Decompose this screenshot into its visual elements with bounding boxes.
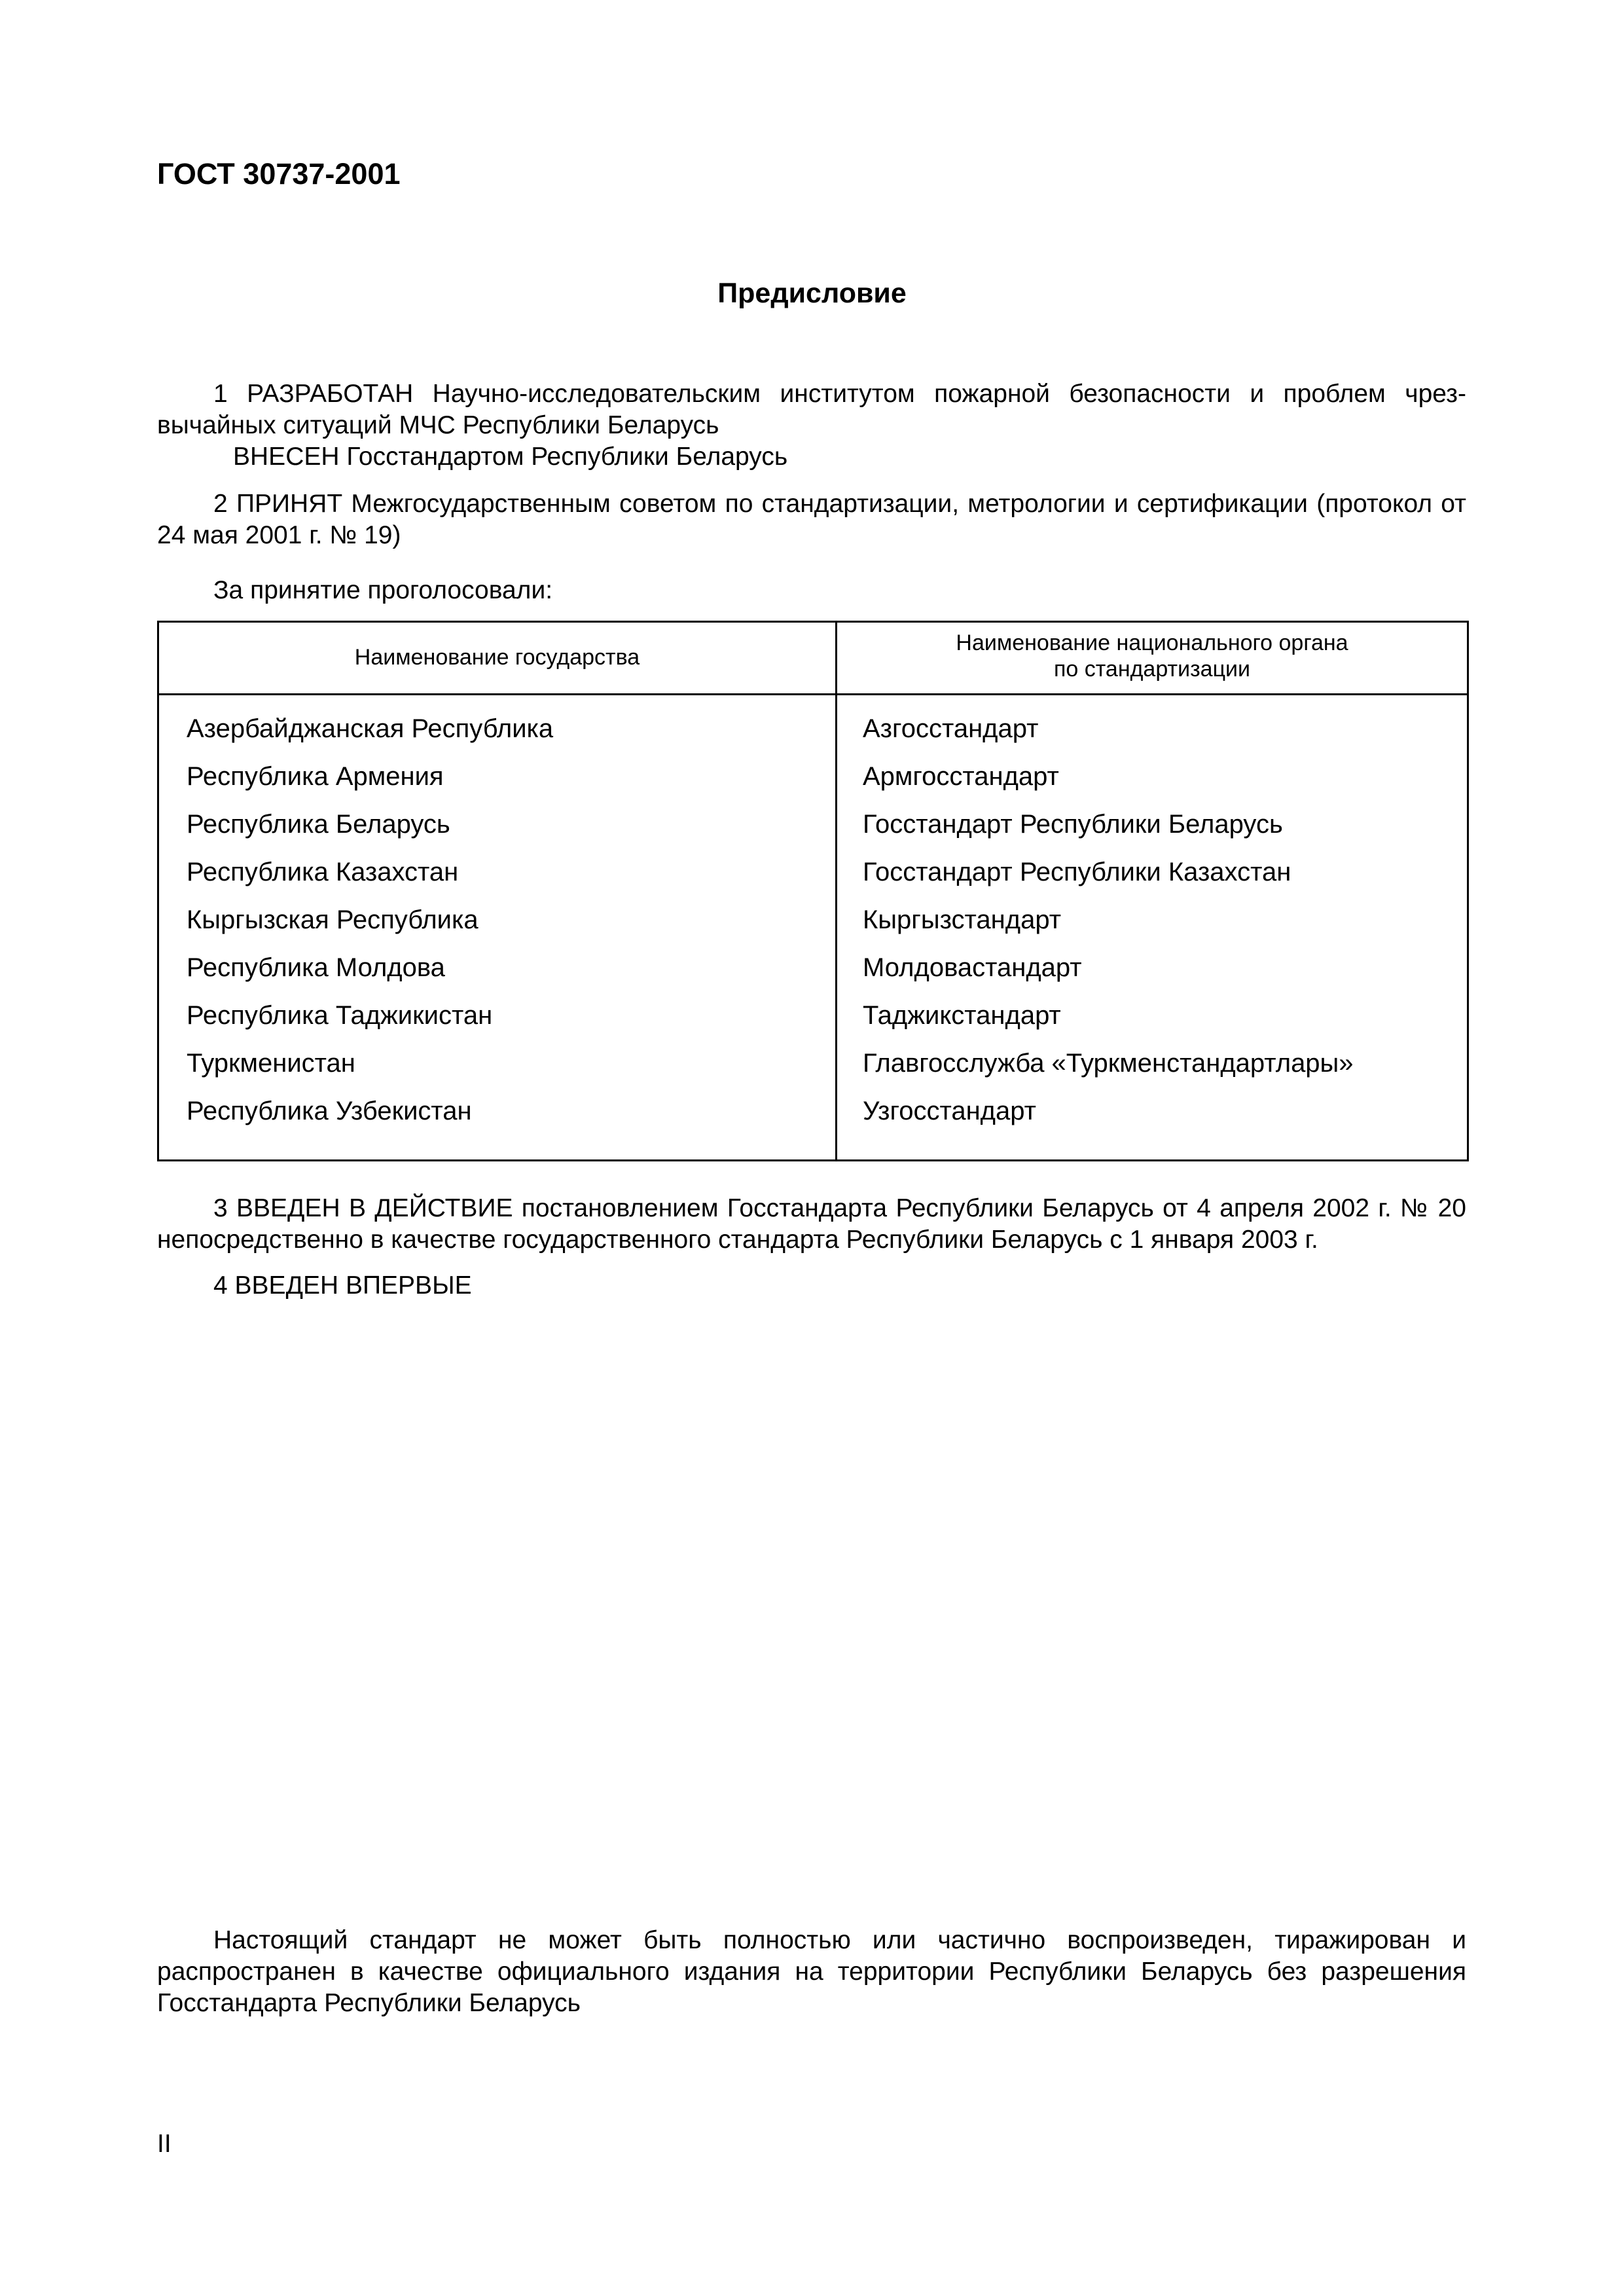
table-cell-state: Республика Узбекистан bbox=[187, 1097, 472, 1125]
table-cell-standards-body: Узгосстандарт bbox=[863, 1097, 1036, 1125]
reproduction-notice: Настоящий стандарт не может быть полностью или частично воспроизведен, тиражирован и распространен в качестве официального издания на территории Республики Беларусь без разрешения Госстандарта Республики Беларусь bbox=[157, 1926, 1466, 2017]
table-cell-standards-body: Молдовастандарт bbox=[863, 953, 1082, 982]
item-2-adopted-by: 2 ПРИНЯТ Межгосударственным советом по стандартизации, метрологии и сертификации (протокол от 24 мая 2001 г. № 19) bbox=[157, 490, 1466, 549]
table-header-standards-body bbox=[837, 630, 1467, 682]
table-cell-state: Республика Молдова bbox=[187, 953, 445, 982]
table-header-state: Наименование государства bbox=[354, 645, 640, 670]
table-cell-state: Кыргызская Республика bbox=[187, 905, 478, 934]
item-3-enacted: 3 ВВЕДЕН В ДЕЙСТВИЕ постановлением Госстандарта Республики Беларусь от 4 апреля 2002 г. № 20 непосредственно в качестве государственного стандарта Республики Беларусь с 1 января 2003 г. bbox=[157, 1194, 1466, 1254]
table-cell-state: Туркменистан bbox=[187, 1049, 355, 1078]
table-cell-standards-body: Армгосстандарт bbox=[863, 762, 1059, 791]
document-code: ГОСТ 30737-2001 bbox=[157, 157, 401, 191]
section-title: Предисловие bbox=[717, 278, 907, 309]
table-cell-standards-body: Главгосслужба «Туркменстандартлары» bbox=[863, 1049, 1354, 1078]
table-cell-standards-body: Госстандарт Республики Казахстан bbox=[863, 858, 1291, 886]
item-4-first-introduced: 4 ВВЕДЕН ВПЕРВЫЕ bbox=[213, 1271, 472, 1300]
table-cell-standards-body: Таджикстандарт bbox=[863, 1001, 1061, 1030]
item-1-submitted-by: ВНЕСЕН Госстандартом Республики Беларусь bbox=[233, 443, 788, 471]
table-cell-state: Республика Казахстан bbox=[187, 858, 459, 886]
table-cell-standards-body: Госстандарт Республики Беларусь bbox=[863, 810, 1283, 839]
table-cell-state: Республика Армения bbox=[187, 762, 444, 791]
table-header-standards-body-line1: Наименование национального органа bbox=[956, 630, 1348, 655]
table-cell-standards-body: Азгосстандарт bbox=[863, 714, 1039, 743]
vote-intro: За принятие проголосовали: bbox=[213, 576, 553, 604]
table-header-standards-body-line2: по стандартизации bbox=[1053, 657, 1251, 682]
item-1-developed-by: 1 РАЗРАБОТАН Научно-исследовательским институтом пожарной безопасности и проблем чрез-вычайных ситуаций МЧС Республики Беларусь bbox=[157, 380, 1466, 439]
table-cell-state: Республика Беларусь bbox=[187, 810, 450, 839]
table-header-divider bbox=[157, 693, 1469, 695]
table-cell-state: Азербайджанская Республика bbox=[187, 714, 554, 743]
page-number: II bbox=[157, 2130, 171, 2158]
table-cell-state: Республика Таджикистан bbox=[187, 1001, 493, 1030]
voting-table bbox=[157, 621, 1469, 1161]
table-column-divider bbox=[835, 621, 837, 1161]
table-cell-standards-body: Кыргызстандарт bbox=[863, 905, 1062, 934]
